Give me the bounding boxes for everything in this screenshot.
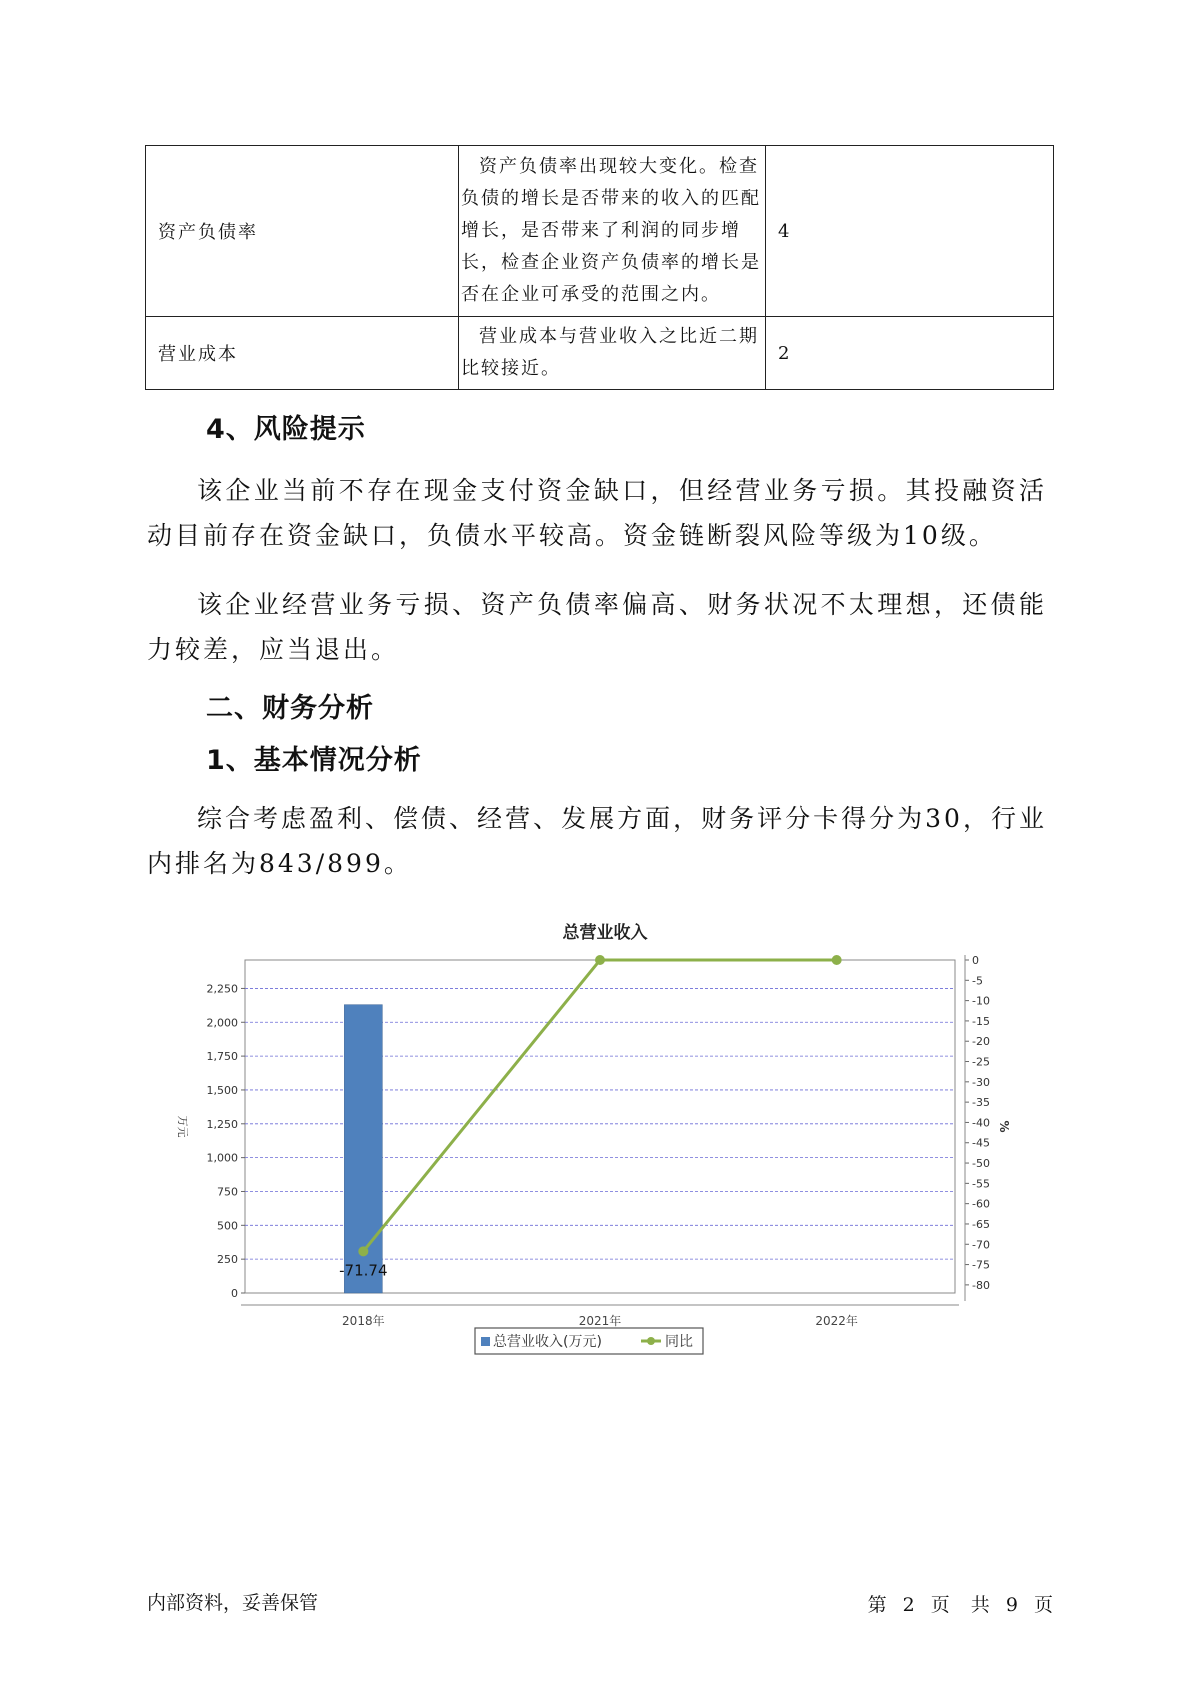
indicator-table (145, 145, 1054, 390)
left-tick-label: 500 (217, 1219, 238, 1233)
right-tick-label: -35 (972, 1096, 990, 1110)
left-tick-label: 2,000 (206, 1016, 238, 1030)
indicator-desc (459, 146, 766, 317)
right-tick-label: -75 (972, 1258, 990, 1272)
left-tick-label: 1,000 (206, 1151, 238, 1165)
risk-heading: 4、风险提示 (206, 414, 366, 445)
x-tick-label: 2018年 (342, 1314, 385, 1328)
right-tick-label: -25 (972, 1055, 990, 1069)
indicator-name: 资产负债率 (146, 146, 459, 317)
right-tick-label: 0 (972, 954, 979, 967)
x-tick-label: 2021年 (578, 1314, 622, 1328)
indicator-score: 4 (766, 146, 1054, 317)
legend-bar-label: 总营业收入(万元) (493, 1334, 602, 1350)
basic-analysis-paragraph: 综合考虑盈利、偿债、经营、发展方面，财务评分卡得分为30，行业内排名为843/899。 (147, 804, 1047, 878)
right-tick-label: -20 (972, 1035, 990, 1049)
footer-confidential: 内部资料，妥善保管 (147, 1592, 319, 1614)
right-tick-label: -40 (972, 1116, 990, 1130)
legend-line-label: 同比 (665, 1334, 693, 1350)
left-tick-label: 750 (217, 1185, 238, 1199)
right-tick-label: -15 (972, 1014, 990, 1028)
left-tick-label: 2,250 (206, 982, 238, 996)
right-tick-label: -65 (972, 1217, 990, 1231)
right-tick-label: -5 (972, 974, 983, 988)
left-tick-label: 1,750 (206, 1050, 238, 1064)
yoy-data-label: -71.74 (339, 1261, 388, 1280)
page-suffix: 页 (1033, 1594, 1054, 1616)
x-tick-label: 2022年 (815, 1314, 858, 1328)
table-row (146, 317, 1054, 390)
indicator-name: 营业成本 (146, 317, 459, 390)
indicator-desc (459, 317, 766, 390)
indicator-desc-text: 营业成本与营业收入之比近二期比较接近。 (461, 326, 759, 379)
left-tick-label: 1,500 (206, 1083, 238, 1097)
indicator-score: 2 (766, 317, 1054, 390)
right-tick-label: -55 (972, 1177, 990, 1191)
legend-line-marker (647, 1337, 655, 1345)
legend-bar-swatch (481, 1337, 490, 1346)
footer-page-info (868, 1590, 1054, 1617)
right-tick-label: -70 (972, 1238, 990, 1252)
revenue-chart (175, 910, 1011, 1370)
right-tick-label: -30 (972, 1075, 990, 1089)
right-tick-label: -60 (972, 1197, 990, 1211)
right-tick-label: -10 (972, 994, 990, 1008)
table-row (146, 146, 1054, 317)
indicator-desc-text: 资产负债率出现较大变化。检查负债的增长是否带来的收入的匹配增长，是否带来了利润的同步增长，检查企业资产负债率的增长是否在企业可承受的范围之内。 (461, 156, 761, 305)
left-axis-label: 万元 (176, 1115, 189, 1138)
yoy-point (595, 955, 605, 965)
left-tick-label: 0 (231, 1287, 238, 1300)
chart-title: 总营业收入 (562, 923, 648, 943)
page-mid: 页 共 (930, 1594, 991, 1616)
page-total: 9 (1005, 1594, 1019, 1616)
right-tick-label: -80 (972, 1278, 990, 1292)
left-tick-label: 1,250 (206, 1117, 238, 1131)
risk-paragraph-2: 该企业经营业务亏损、资产负债率偏高、财务状况不太理想，还债能力较差，应当退出。 (147, 590, 1047, 664)
basic-analysis-heading: 1、基本情况分析 (206, 745, 422, 776)
right-tick-label: -45 (972, 1136, 990, 1150)
page-number: 2 (902, 1594, 916, 1616)
yoy-point (832, 955, 842, 965)
risk-paragraph-1: 该企业当前不存在现金支付资金缺口，但经营业务亏损。其投融资活动目前存在资金缺口，负债水平较高。资金链断裂风险等级为10级。 (147, 476, 1047, 550)
yoy-point (358, 1246, 368, 1256)
page-prefix: 第 (867, 1594, 888, 1616)
right-tick-label: -50 (972, 1157, 990, 1171)
finance-heading: 二、财务分析 (206, 693, 374, 724)
left-tick-label: 250 (217, 1253, 238, 1267)
revenue-chart-svg (175, 910, 1011, 1370)
right-axis-label: % (997, 1120, 1011, 1133)
